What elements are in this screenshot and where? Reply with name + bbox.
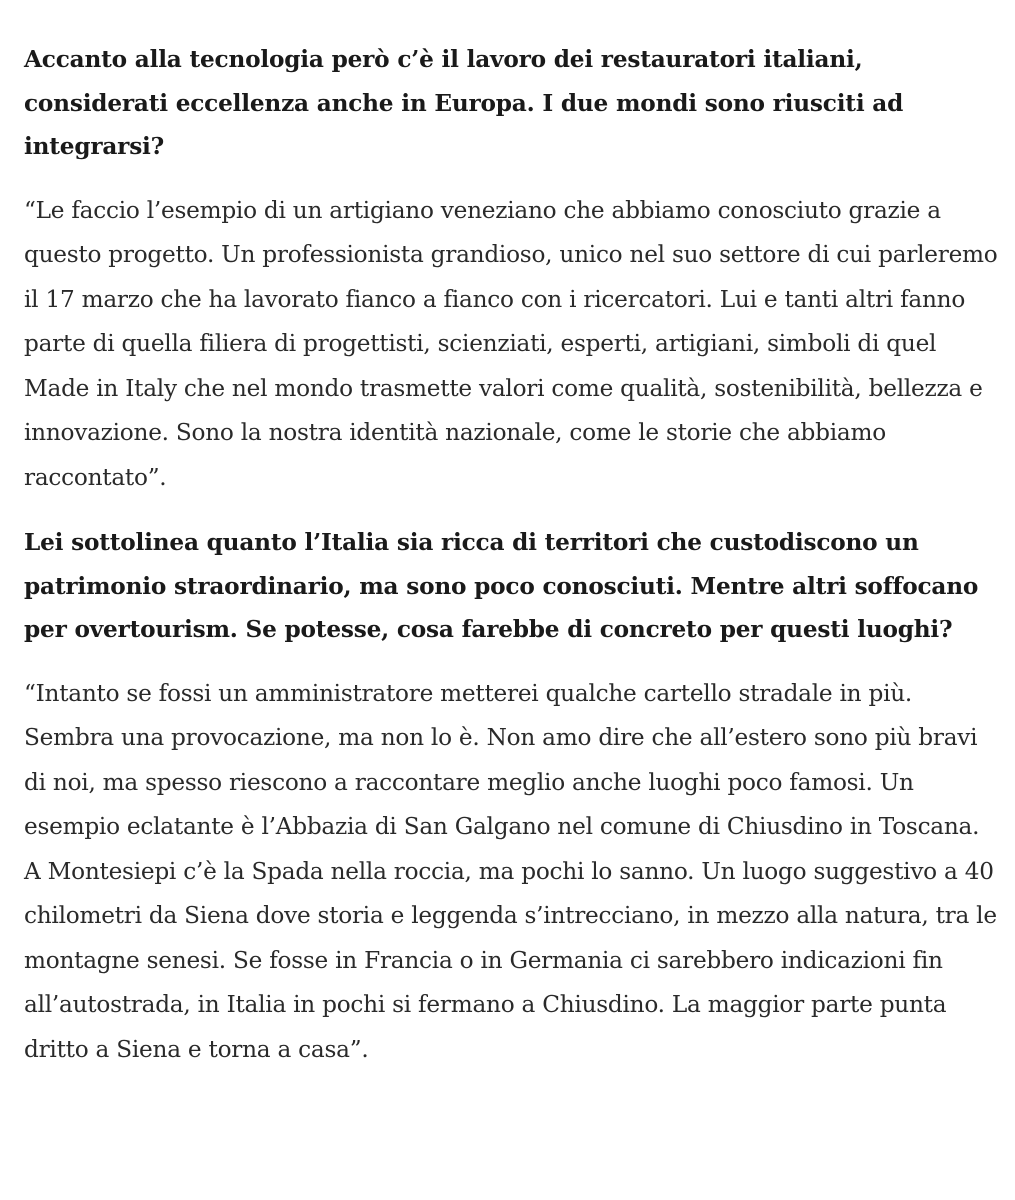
interview-question: Lei sottolinea quanto l’Italia sia ricca di territori che custodiscono un patrimonio straordinario, ma sono poco conosciuti. Mentre altri soffocano per overtourism. Se potesse, cosa farebbe di concreto per questi luoghi? (24, 529, 979, 643)
interview-answer: “Le faccio l’esempio di un artigiano veneziano che abbiamo conosciuto grazie a questo progetto. Un professionista grandioso, unico nel suo settore di cui parleremo il 17 marzo che ha lavorato fianco a fianco con i ricercatori. Lui e tanti altri fanno parte di quella filiera di progettisti, scienziati, esperti, artigiani, simboli di quel Made in Italy che nel mondo trasmette valori come qualità, sostenibilità, bellezza e innovazione. Sono la nostra identità nazionale, come le storie che abbiamo raccontato”. (24, 196, 998, 491)
interview-answer: “Intanto se fossi un amministratore metterei qualche cartello stradale in più. Sembra una provocazione, ma non lo è. Non amo dire che all’estero sono più bravi di noi, ma spesso riescono a raccontare meglio anche luoghi poco famosi. Un esempio eclatante è l’Abbazia di San Galgano nel comune di Chiusdino in Toscana. A Montesiepi c’è la Spada nella roccia, ma pochi lo sanno. Un luogo suggestivo a 40 chilometri da Siena dove storia e leggenda s’intrecciano, in mezzo alla natura, tra le montagne senesi. Se fosse in Francia o in Germania ci sarebbero indicazioni fin all’autostrada, in Italia in pochi si fermano a Chiusdino. La maggior parte punta dritto a Siena e torna a casa”. (24, 679, 997, 1063)
interview-question: Accanto alla tecnologia però c’è il lavoro dei restauratori italiani, considerati eccellenza anche in Europa. I due mondi sono riusciti ad integrarsi? (24, 46, 904, 160)
article-body (24, 38, 999, 1093)
